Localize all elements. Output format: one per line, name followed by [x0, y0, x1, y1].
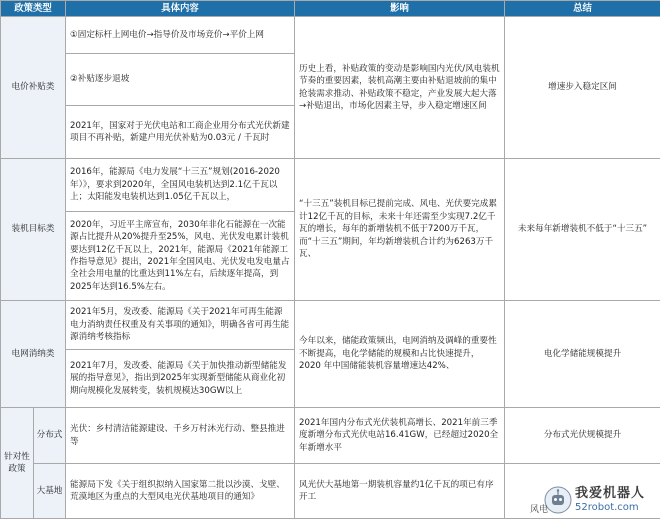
robot-logo-icon: [544, 486, 572, 514]
header-policy-type: 政策类型: [1, 1, 66, 17]
watermark-overlay-text: 风电: [530, 505, 549, 515]
table-row: [1, 408, 660, 464]
summary-cell: 电化学储能规模提升: [505, 301, 660, 408]
header-summary: 总结: [505, 1, 660, 17]
header-effect: 影响: [295, 1, 505, 17]
content-cell: 2021年5月，发改委、能源局《关于2021年可再生能源电力消纳责任权重及有关事项的通知》，明确各省可再生能源消纳考核指标: [66, 301, 295, 350]
watermark: [530, 482, 656, 518]
watermark-url: 52robot.com: [575, 501, 639, 513]
table-row: [1, 159, 660, 212]
summary-cell: 增速步入稳定区间: [505, 17, 660, 159]
content-cell: 2020年，习近平主席宣布，2030年非化石能源在一次能源占比提升从20%提升至25%，风电、光伏发电累计装机要达到12亿千瓦以上，2021年，能源局《2021年能源工作指导意见》提出，2021年全国风电、光伏发电发电量占全社会用电量的比重达到11%左右，后续逐年提高，到2025年达到16.5%左右。: [66, 212, 295, 301]
content-cell: 能源局下发《关于组织拟纳入国家第二批以沙漠、戈壁、荒漠地区为重点的大型风电光伏基地项目的通知》: [66, 464, 295, 519]
summary-cell: 分布式光伏规模提升: [505, 408, 660, 464]
summary-cell: 未来每年新增装机不低于“十三五”: [505, 159, 660, 301]
table-row: [1, 301, 660, 350]
category-capacity-target: 装机目标类: [1, 159, 66, 301]
content-cell: ①固定标杆上网电价→指导价及市场竞价→平价上网: [66, 17, 295, 54]
content-cell: 光伏：乡村清洁能源建设、千乡万村沐光行动、整县推进等: [66, 408, 295, 464]
category-targeted: 针对性政策: [1, 408, 34, 519]
content-cell: 2021年，国家对于光伏电站和工商企业用分布式光伏新建项目不再补贴，新建户用光伏补贴为0.03元 / 千瓦时: [66, 106, 295, 159]
effect-cell: 2021年国内分布式光伏装机高增长、2021年前三季度新增分布式光伏电站16.41GW，已经超过2020全年新增水平: [295, 408, 505, 464]
category-price-subsidy: 电价补贴类: [1, 17, 66, 159]
subcategory-distributed: 分布式: [34, 408, 66, 464]
watermark-text: 我爱机器人: [575, 486, 646, 502]
effect-cell: 历史上看，补贴政策的变动是影响国内光伏/风电装机节奏的重要因素，装机高潮主要由补贴退坡前的集中抢装需求推动、补贴政策不稳定，产业发展大起大落→补贴退出，市场化因素主导，步入稳定增速区间: [295, 17, 505, 159]
content-cell: ②补贴逐步退坡: [66, 54, 295, 106]
content-cell: 2021年7月，发改委、能源局《关于加快推动新型储能发展的指导意见》，指出到2025年实现新型储能从商业化初期向规模化发展转变，装机规模达30GW以上: [66, 350, 295, 408]
effect-cell: 今年以来，储能政策频出，电网消纳及调峰的重要性不断提高，电化学储能的规模和占比快速提升，2020 年中国储能装机容量增速达42%、: [295, 301, 505, 408]
table-header-row: [1, 1, 660, 17]
effect-cell: “十三五”装机目标已提前完成、风电、光伏要完成累计12亿千瓦的目标，未来十年还需至少实现7.2亿千瓦的增长，每年的新增装机不低于7200万千瓦，而“十三五”期间，年均新增装机合计约为6263万千瓦、: [295, 159, 505, 301]
category-grid-absorption: 电网消纳类: [1, 301, 66, 408]
table-row: [1, 17, 660, 54]
header-content: 具体内容: [66, 1, 295, 17]
content-cell: 2016年，能源局《电力发展“十三五”规划(2016-2020年）》，要求到2020年，全国风电装机达到2.1亿千瓦以上；太阳能发电装机达到1.05亿千瓦以上，: [66, 159, 295, 212]
subcategory-base: 大基地: [34, 464, 66, 519]
effect-cell: 风光伏大基地第一期装机容量约1亿千瓦的项已有序开工: [295, 464, 505, 519]
